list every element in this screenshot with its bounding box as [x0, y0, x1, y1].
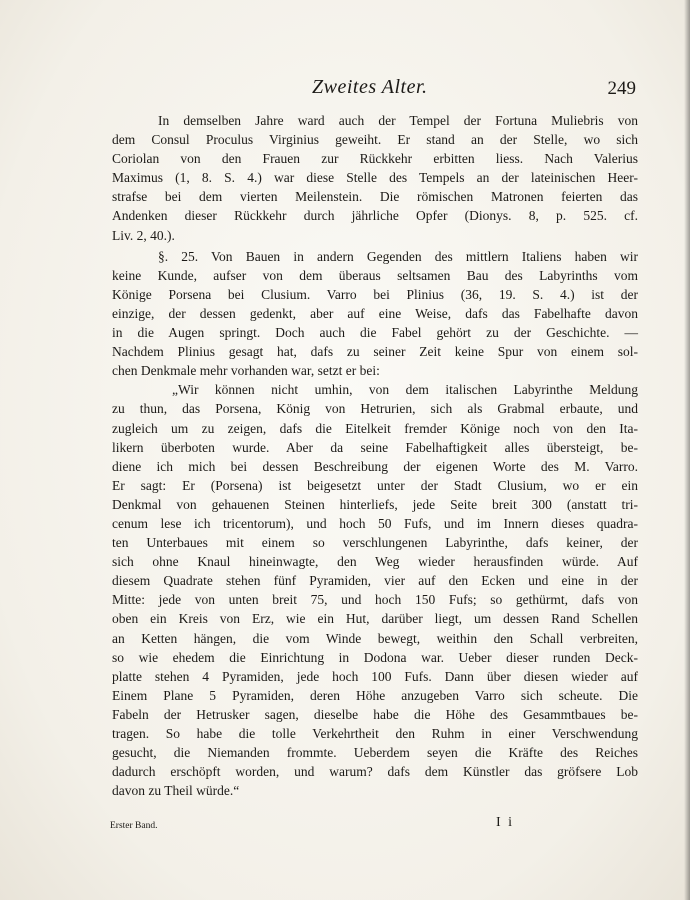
text-line: Fabeln der Hetrusker sagen, dieselbe habe die Höhe des Gesammtbaues be- [112, 706, 638, 722]
text-line: in die Augen springt. Doch auch die Fabel gehört zu der Geschichte. — [112, 325, 638, 341]
paragraph-section-25 [112, 247, 638, 381]
text-line: tragen. So habe die tolle Verkehrtheit den Ruhm in einer Verschwendung [112, 726, 638, 741]
text-line: keine Kunde, aufser von dem überaus seltsamen Bau des Labyrinths vom [112, 267, 638, 283]
page-number: 249 [607, 78, 636, 99]
text-line: In demselben Jahre ward auch der Tempel der Fortuna Muliebris von [158, 113, 638, 128]
text-line: dadurch erschöpft worden, und warum? dafs dem Künstler das gröfsere Lob [112, 764, 638, 780]
text-line: einzige, der dessen gedenkt, aber auf eine Weise, dafs das Fabelhafte davon [112, 305, 638, 321]
text-line: Coriolan von den Frauen zur Rückkehr erbitten liess. Nach Valerius [112, 151, 638, 167]
text-line: diene ich mich bei dessen Beschreibung der eigenen Worte des M. Varro. [112, 458, 638, 474]
text-line: an Ketten hängen, die vom Winde bewegt, weithin den Schall verbreiten, [112, 630, 638, 646]
text-line: Andenken dieser Rückkehr durch jährliche Opfer (Dionys. 8, p. 525. cf. [112, 208, 638, 224]
text-line: zugleich um zu zeigen, dafs die Eitelkeit fremder Könige noch von den Ita- [112, 420, 638, 436]
text-line: platte stehen 4 Pyramiden, jede hoch 100 Fufs. Dann über diesen wieder auf [112, 668, 638, 684]
text-line: Er sagt: Er (Porsena) ist beigesetzt unter der Stadt Clusium, wo er ein [112, 477, 638, 493]
text-line: oben ein Kreis von Erz, wie ein Hut, darüber liegt, um dessen Rand Schellen [112, 611, 638, 627]
text-line: chen Denkmale mehr vorhanden war, setzt er bei: [112, 363, 380, 379]
text-line: §. 25. Von Bauen in andern Gegenden des mittlern Italiens haben wir [158, 248, 638, 264]
text-line: sich ohne Knaul hineinwagte, den Weg wieder herausfinden würde. Auf [112, 554, 638, 570]
text-line: dem Consul Proculus Virginius geweiht. Er stand an der Stelle, wo sich [112, 132, 638, 148]
text-line: Maximus (1, 8. S. 4.) war diese Stelle des Tempels an der lateinischen Heer- [112, 170, 638, 186]
text-line: cenum lese ich tricentorum), und hoch 50 Fufs, und im Innern dieses quadra- [112, 515, 638, 531]
page-header [110, 76, 640, 104]
text-line: Liv. 2, 40.). [112, 227, 175, 243]
text-line: Nachdem Plinius gesagt hat, dafs zu seiner Zeit keine Spur von einem sol- [112, 344, 638, 360]
text-line: zu thun, das Porsena, König von Hetrurien, sich als Grabmal erbaute, und [112, 401, 638, 417]
body-text [112, 111, 638, 800]
signature-mark: Erster Band. [110, 821, 158, 831]
text-line: Könige Porsena bei Clusium. Varro bei Plinius (36, 19. S. 4.) ist der [112, 286, 638, 302]
text-line: Denkmal von gehauenen Steinen hinterliefs, jede Seite breit 300 (anstatt tri- [112, 496, 638, 512]
text-line: ten Unterbaues mit einem so verschlungenen Labyrinthe, dafs keiner, der [112, 535, 638, 551]
text-line: diesem Quadrate stehen fünf Pyramiden, vier auf den Ecken und eine in der [112, 573, 638, 589]
paragraph-fortuna [112, 111, 638, 245]
sheet-mark: I i [496, 815, 515, 830]
text-line: Einem Plane 5 Pyramiden, deren Höhe anzugeben Varro sich scheute. Die [112, 687, 638, 703]
text-line: gesucht, die Niemanden frommte. Ueberdem seyen die Kräfte des Reiches [112, 745, 638, 761]
text-line: so wie ehedem die Einrichtung in Dodona war. Ueber dieser runden Deck- [112, 649, 638, 665]
page-footer [110, 815, 630, 835]
text-line: likern überboten wurde. Aber da seine Fabelhaftigkeit alles übersteigt, be- [112, 439, 638, 455]
text-line: Mitte: jede von unten breit 75, und hoch 150 Fufs; so gethürmt, dafs von [112, 592, 638, 608]
text-line: strafse bei dem vierten Meilenstein. Die römischen Matronen feierten das [112, 189, 638, 205]
text-line: davon zu Theil würde.“ [112, 783, 240, 799]
text-line: „Wir können nicht umhin, von dem italischen Labyrinthe Meldung [172, 382, 638, 398]
scan-edge-shadow [684, 0, 690, 900]
paragraph-varro-quote [112, 380, 638, 800]
running-title: Zweites Alter. [312, 76, 428, 98]
